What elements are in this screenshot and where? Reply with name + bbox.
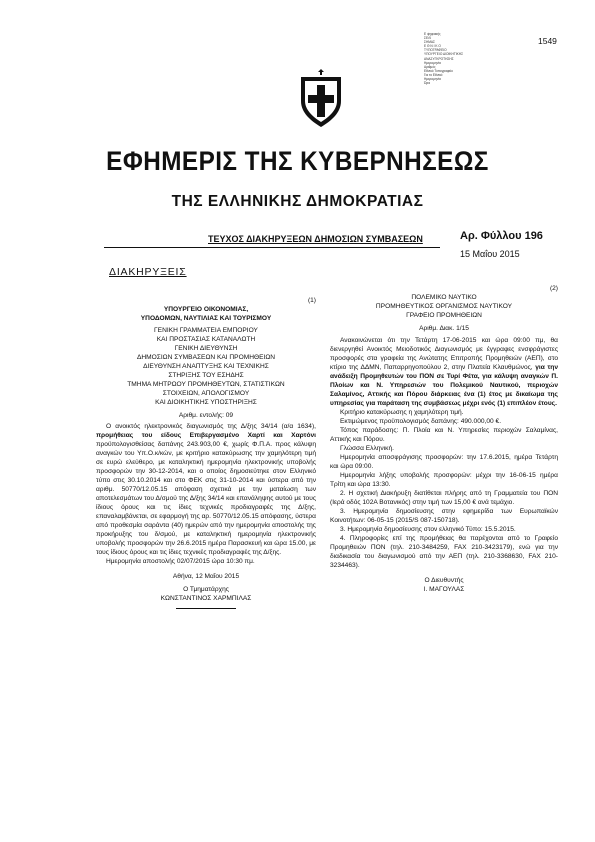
notice-number: (1) (307, 297, 316, 304)
agency-name (330, 293, 558, 320)
list-item: 3. Ημερομηνία δημοσίευσης στον ελληνικό Τύπο: 15.5.2015. (340, 526, 516, 533)
gazette-subtitle: ΤΗΣ ΕΛΛΗΝΙΚΗΣ ΔΗΜΟΚΡΑΤΙΑΣ (171, 193, 424, 210)
list-item: Τόπος παράδοσης: Π. Πλοία και Ν. Υπηρεσίες περιοχών Σαλαμίνας, Αττικής και Πόρου. (330, 427, 558, 443)
right-notice (330, 284, 558, 594)
agency-name (96, 326, 316, 407)
signer-role: Ο Τμηματάρχης (183, 586, 229, 593)
stamp-line: Για το Εθνικό (424, 72, 443, 77)
body-bold-text: για την ανάδειξη Προμηθευτών του ΠΟΝ σε Τυρί Φέτα, για κάλυψη αναγκών Π. Πλοίων και Ν. Υπηρεσιών του Πολεμικού Ναυτικού, περιοχών Σαλαμίνος, Αττικής και Πόρου διάρκειας ένα (1) έτος με δικαίωμα της υπηρεσίας για παράταση της συμβάσεως μέχρι ενός (1) επιπλέον έτους. (330, 364, 558, 407)
list-item: 3. Ημερομηνία δημοσίευσης στην εφημερίδα των Ευρωπαϊκών Κοινοτήτων: 06-05-15 (2015/S 087-150718). (330, 508, 558, 524)
greek-coat-of-arms-icon (298, 67, 344, 129)
notice-body (330, 336, 558, 408)
body-text: προϋπολογισθείσας δαπάνης 243.903,00 €, χωρίς Φ.Π.Α. προς κάλυψη αναγκών του Υπ.Ο.κ/κών, με κριτήριο κατακύρωσης την χαμηλότερη τιμή σε ευρώ ελεύθερο, με καταληκτική ημερομηνία ηλεκτρονικής υποβολής προσφορών την 30-12-2014, και ο οποίος δημοσιεύτηκε στον Ελληνικό τύπο στις 30.10.2014 και στο ΦΕΚ στις 31-10-2014 και ύστερα από την αριθμ. 50770/12.05.15 απόφαση σχετικά με την ματαίωση των αποτελεσμάτων του Δ/σμού της Δ/ξης 34/14 και επανάληψης αυτού με τους ίδιους όρους και τις ίδιες τεχνικές προδιαγραφές της Δ/ξης, επαναλαμβάνεται, σε εφαρμογή της αρ. 50770/12.05.15 απόφασης, ύστερα από προθεσμία σαράντα (40) ημερών από την ημερομηνία αποστολής της προκήρυξης του δ/σμού, με καταληκτική ημερομηνία ηλεκτρονικής υποβολής προσφορών την 26.6.2015 ημέρα Παρασκευή και ώρα 15.00, με τους ίδιους όρους και τις ίδιες τεχνικές προδιαγραφές της Δ/ξης. (96, 441, 316, 556)
signer-name: Ι. ΜΑΓΟΥΛΑΣ (423, 586, 465, 593)
publication-date: Ημερομηνία αποστολής 02/07/2015 ώρα 10:30 πμ. (106, 558, 255, 565)
body-text: Ανακοινώνεται ότι την Τετάρτη 17-06-2015 και ώρα 09:00 πμ, θα διενεργηθεί Ανοικτός Μειοδοτικός Διαγωνισμός με έγγραφες ενσφράγιστες προσφορές στα γραφεία της Ανώτατης Επιτροπής Προμηθειών (ΑΕΠ), στο κτίριο της ΔΔΜΝ, Παπαρρηγοπούλου 2, στην Πλατεία Κλαυθμώνος, (330, 337, 558, 371)
agency-line: ΓΕΝΙΚΗ ΔΙΕΥΘΥΝΣΗ (174, 345, 238, 352)
stamp-line: Ε ψηφιακής (424, 32, 441, 36)
agency-line: ΚΑΙ ΠΡΟΣΤΑΣΙΑΣ ΚΑΤΑΝΑΛΩΤΗ (156, 336, 256, 343)
stamp-line: ΣΗΜΑΣ (424, 40, 436, 45)
stamp-line: Ε Θ Ν Ι Κ Ο (424, 44, 441, 49)
agency-line: ΠΟΛΕΜΙΚΟ ΝΑΥΤΙΚΟ (411, 294, 477, 301)
notice-divider (176, 608, 236, 609)
agency-line: ΔΗΜΟΣΙΩΝ ΣΥΜΒΑΣΕΩΝ ΚΑΙ ΠΡΟΜΗΘΕΙΩΝ (136, 354, 276, 361)
ministry-name (96, 305, 316, 323)
stamp-line: Ημερομηνία (424, 77, 441, 82)
notice-number: (2) (549, 285, 558, 292)
agency-line: ΚΑΙ ΔΙΟΙΚΗΤΙΚΗΣ ΥΠΟΣΤΗΡΙΞΗΣ (155, 399, 257, 406)
issue-date: 15 Μαΐου 2015 (460, 249, 520, 259)
body-bold-text: προμήθειας του είδους Επιβεργασμένο Χαρτί και Χαρτόνι (96, 432, 316, 439)
list-item: Ημερομηνία αποσφράγισης προσφορών: την 17.6.2015, ημέρα Τετάρτη και ώρα 09:00. (330, 454, 558, 470)
agency-line: ΓΡΑΦΕΙΟ ΠΡΟΜΗΘΕΙΩΝ (406, 312, 482, 319)
stamp-line: ΤΥΠΟΓΡΑΦΕΙΟ (424, 48, 447, 53)
left-notice (96, 296, 316, 609)
agency-line: ΣΤΗΡΙΞΗΣ ΤΟΥ ΕΣΗΔΗΣ (168, 372, 244, 379)
agency-line: ΠΡΟΜΗΘΕΥΤΙΚΟΣ ΟΡΓΑΝΙΣΜΟΣ ΝΑΥΤΙΚΟΥ (375, 303, 513, 310)
stamp-line: Αριθμός (424, 64, 436, 69)
stamp-line: ΣΕΛΙ (424, 36, 432, 41)
agency-line: ΣΤΟΙΧΕΙΩΝ, ΑΠΟΛΟΓΙΣΜΟΥ (162, 390, 250, 397)
stamp-line: Εθνικό Τυπογραφείο (424, 68, 453, 73)
agency-line: ΤΜΗΜΑ ΜΗΤΡΩΟΥ ΠΡΟΜΗΘΕΥΤΩΝ, ΣΤΑΤΙΣΤΙΚΩΝ (127, 381, 285, 388)
place-date: Αθήνα, 12 Μαΐου 2015 (172, 573, 240, 580)
stamp-line: Ημερομηνία (424, 60, 441, 65)
ministry-line: ΥΠΟΥΡΓΕΙΟ ΟΙΚΟΝΟΜΙΑΣ, (163, 306, 249, 313)
stamp-line: ΑΝΑΣΥΓΚΡΟΤΗΣΗΣ (424, 56, 454, 61)
signer-name: ΚΩΝΣΤΑΝΤΙΝΟΣ ΧΑΡΜΠΙΛΑΣ (160, 595, 252, 602)
section-title: ΔΙΑΚΗΡΥΞΕΙΣ (109, 266, 187, 278)
reference: Αριθμ. Διακ. 1/15 (419, 325, 469, 332)
issue-type: ΤΕΥΧΟΣ ΔΙΑΚΗΡΥΞΕΩΝ ΔΗΜΟΣΙΩΝ ΣΥΜΒΑΣΕΩΝ (208, 234, 423, 244)
digital-signature-stamp (424, 32, 484, 85)
reference: Αριθμ. εντολής: 09 (178, 412, 234, 419)
notice-body (96, 422, 316, 557)
list-item: 2. Η σχετική Διακήρυξη διατίθεται πλήρης από τη Γραμματεία του ΠΟΝ (Ιερά οδός 102Α Βοτανικός) στην τιμή των 15,00 € ανά τεμάχιο. (330, 490, 558, 506)
page-number: 1549 (538, 36, 557, 46)
signer-role: Ο Διευθυντής (424, 577, 464, 584)
sheet-number: Αρ. Φύλλου 196 (460, 230, 543, 242)
list-item: Κριτήριο κατακύρωσης η χαμηλότερη τιμή. (340, 409, 464, 416)
gazette-title: ΕΦΗΜΕΡΙΣ ΤΗΣ ΚΥΒΕΡΝΗΣΕΩΣ (106, 146, 489, 176)
stamp-line: Ώρα (424, 81, 431, 86)
ministry-line: ΥΠΟΔΟΜΩΝ, ΝΑΥΤΙΛΙΑΣ ΚΑΙ ΤΟΥΡΙΣΜΟΥ (140, 315, 272, 322)
list-item: 4. Πληροφορίες επί της προμήθειας θα παρέχονται από το Γραφείο Προμηθειών ΠΟΝ (τηλ. 210-3484259, FAX 210-3423179), ενώ για την διαδικασία του διαγωνισμού από την ΑΕΠ (τηλ. 210-3368630, FAX 210-3234463). (330, 535, 558, 569)
list-item: Γλώσσα Ελληνική. (340, 445, 394, 452)
agency-line: ΔΙΕΥΘΥΝΣΗ ΑΝΑΠΤΥΞΗΣ ΚΑΙ ΤΕΧΝΙΚΗΣ (143, 363, 269, 370)
stamp-line: ΥΠΟΥΡΓΕΙΟ ΔΙΟΙΚΗΤΙΚΗΣ (424, 52, 464, 57)
header-divider (104, 247, 440, 248)
list-item: Ημερομηνία λήξης υποβολής προσφορών: μέχρι την 16-06-15 ημέρα Τρίτη και ώρα 13:30. (330, 472, 558, 488)
body-text: Ο ανοικτός ηλεκτρονικός διαγωνισμός της Δ/ξης 34/14 (α/α 1634), (106, 423, 316, 430)
list-item: Εκτιμώμενος προϋπολογισμός δαπάνης: 490.000,00 €. (340, 418, 502, 425)
agency-line: ΓΕΝΙΚΗ ΓΡΑΜΜΑΤΕΙΑ ΕΜΠΟΡΙΟΥ (154, 327, 258, 334)
